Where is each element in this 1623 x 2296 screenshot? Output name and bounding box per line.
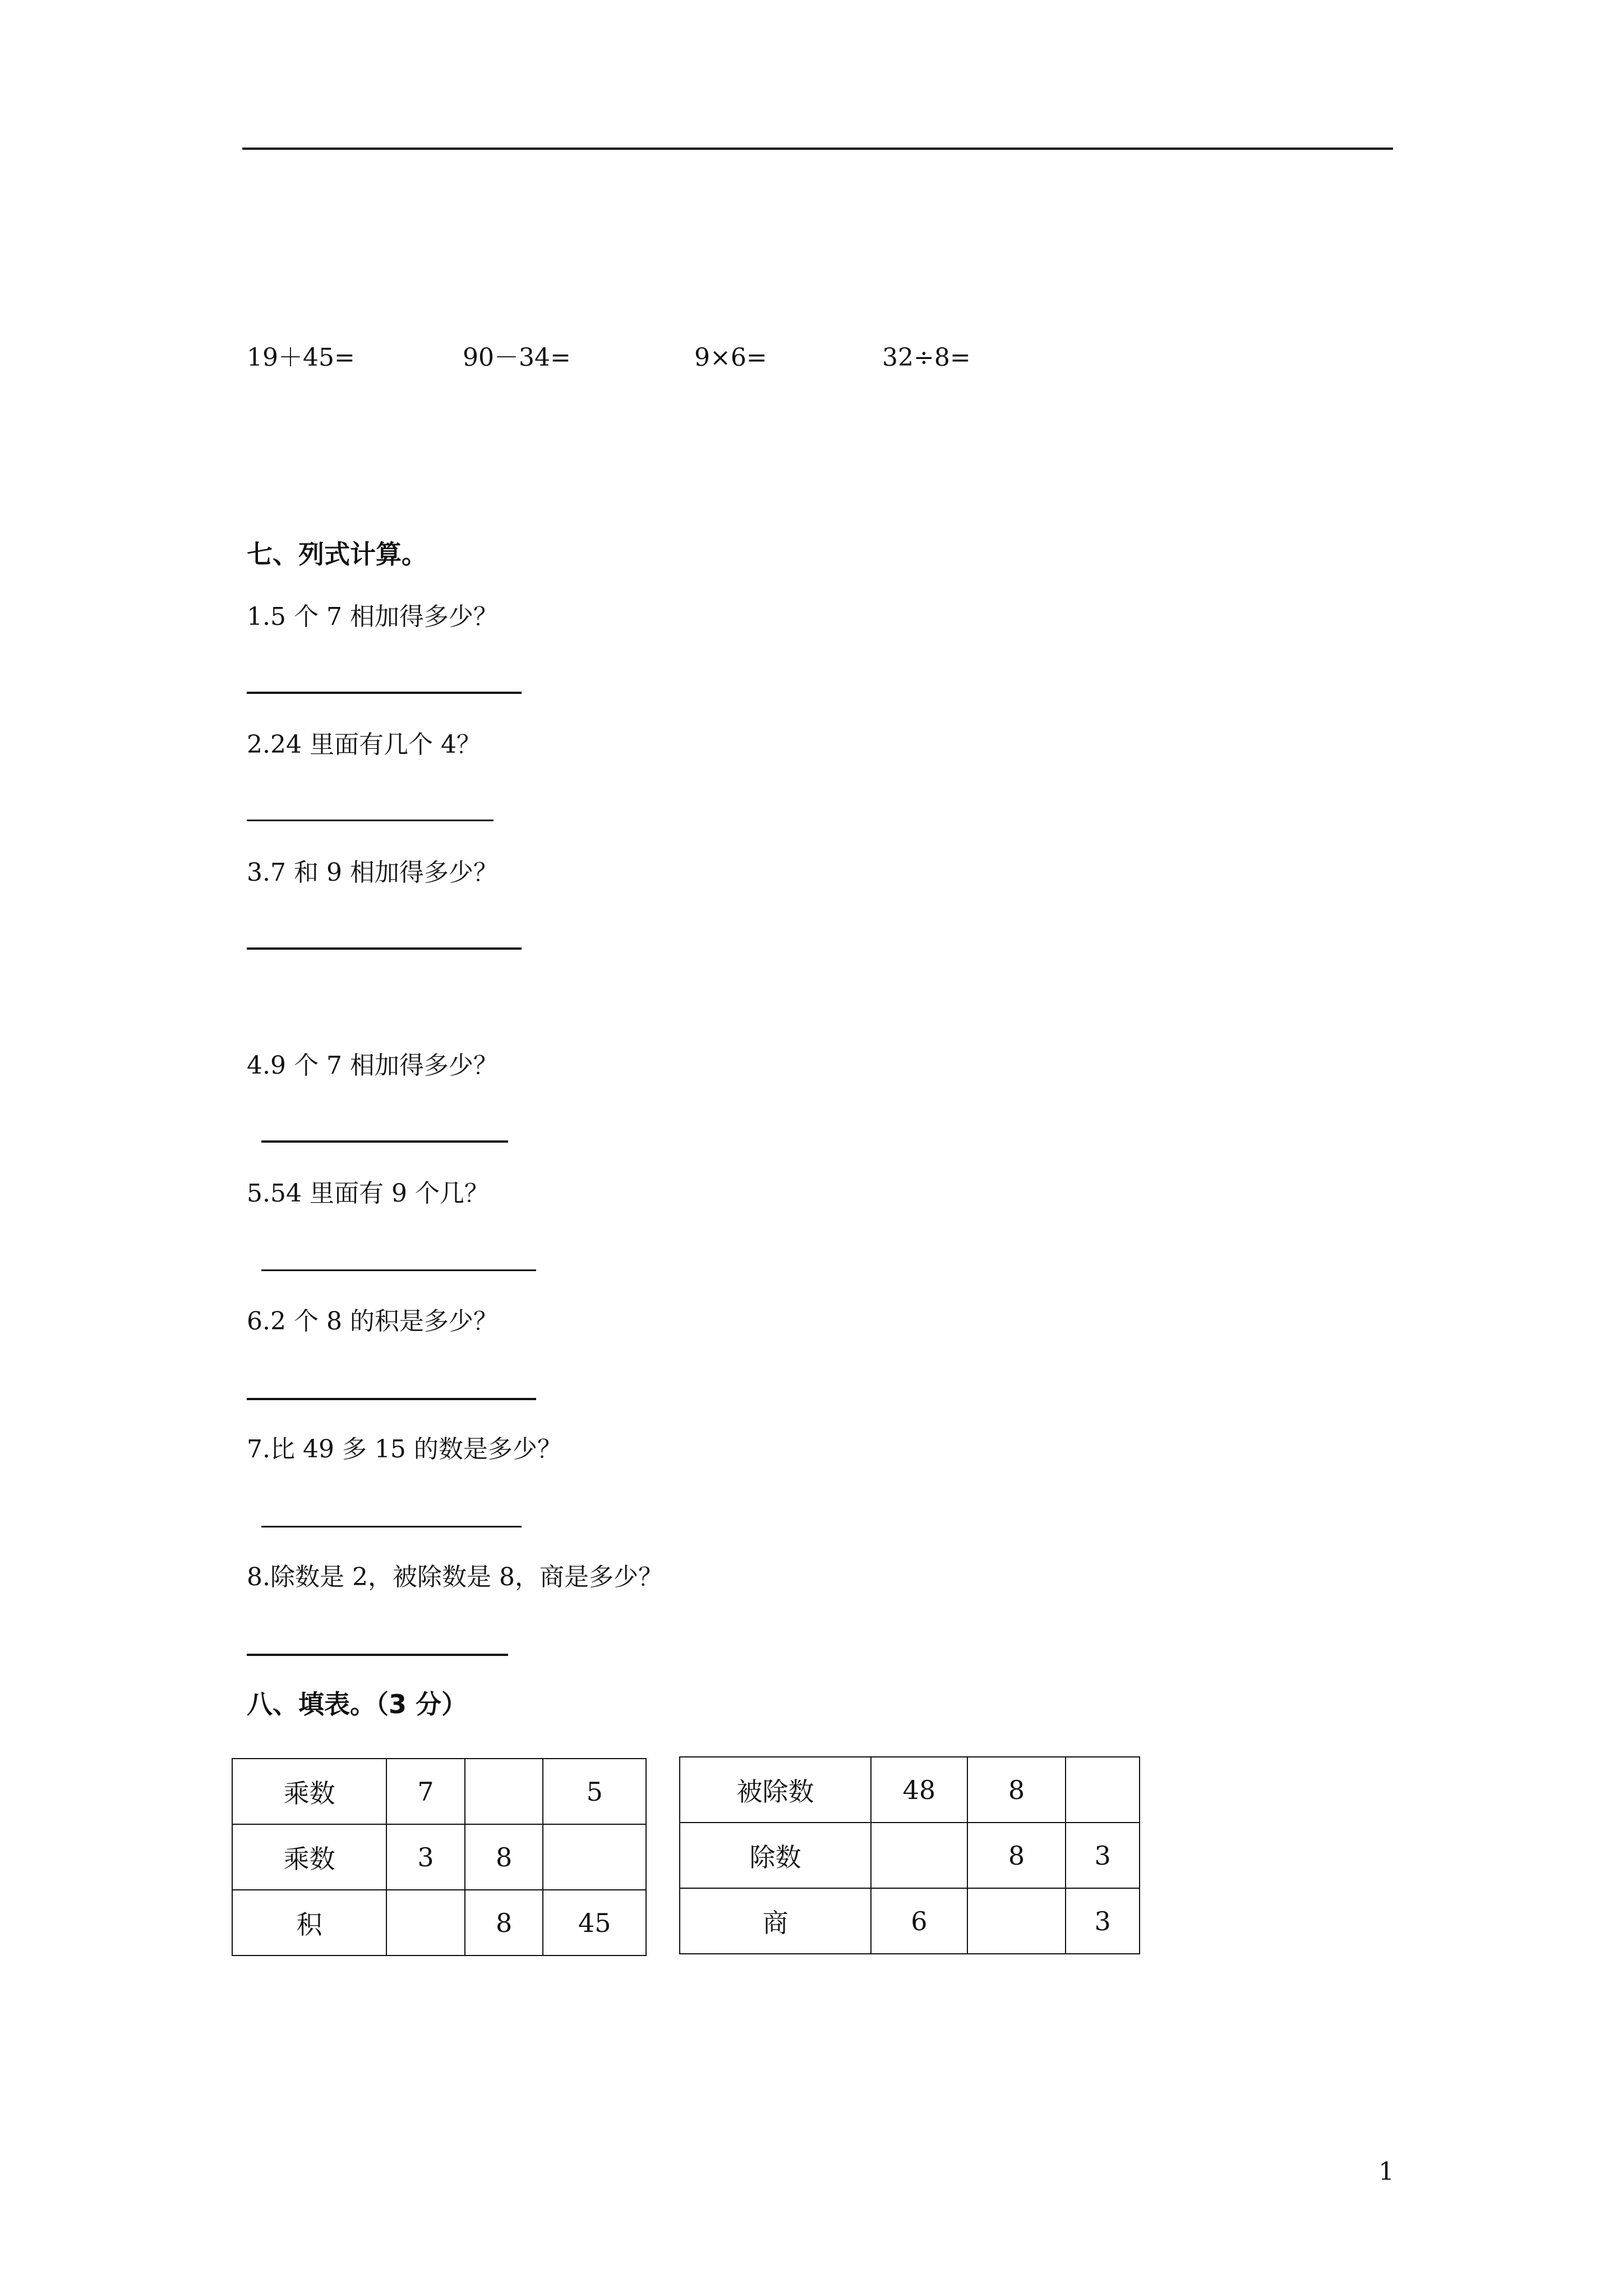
question-8: 8.除数是 2，被除数是 8，商是多少？: [247, 1563, 663, 1591]
row-label-dividend: 被除数: [680, 1757, 871, 1823]
section7-title: 七、列式计算。: [247, 539, 427, 569]
table-row: [680, 1888, 1140, 1954]
answer-line-6[interactable]: [247, 1398, 536, 1400]
blank-cell[interactable]: [465, 1759, 543, 1824]
page-number: 1: [1378, 2157, 1394, 2186]
table-cell: 5: [543, 1759, 646, 1824]
table-cell: 7: [386, 1759, 465, 1824]
table-cell: 3: [1066, 1823, 1140, 1888]
division-table: [679, 1756, 1140, 1954]
answer-line-4[interactable]: [261, 1140, 508, 1143]
question-1: 1.5 个 7 相加得多少？: [247, 602, 498, 631]
table-cell: 3: [386, 1824, 465, 1890]
table-row: [680, 1757, 1140, 1823]
table-cell: 6: [871, 1888, 967, 1954]
oral-calc-4: 32÷8=: [882, 343, 971, 372]
answer-line-7[interactable]: [261, 1526, 522, 1527]
row-label-factor2: 乘数: [232, 1824, 386, 1890]
blank-cell[interactable]: [386, 1890, 465, 1955]
section8-title: 八、填表。（3 分）: [247, 1689, 468, 1719]
blank-cell[interactable]: [543, 1824, 646, 1890]
row-label-divisor: 除数: [680, 1823, 871, 1888]
answer-line-2[interactable]: [247, 820, 494, 821]
oral-calc-3: 9×6=: [694, 343, 767, 372]
answer-line-8[interactable]: [247, 1654, 508, 1656]
blank-cell[interactable]: [871, 1823, 967, 1888]
question-6: 6.2 个 8 的积是多少？: [247, 1307, 498, 1336]
question-5: 5.54 里面有 9 个几？: [247, 1179, 489, 1208]
table-cell: 8: [465, 1824, 543, 1890]
table-cell: 45: [543, 1890, 646, 1955]
oral-calc-1: 19＋45=: [247, 343, 355, 372]
table-row: [232, 1759, 646, 1824]
question-3: 3.7 和 9 相加得多少？: [247, 858, 498, 887]
row-label-factor1: 乘数: [232, 1759, 386, 1824]
header-rule: [242, 148, 1393, 150]
row-label-product: 积: [232, 1890, 386, 1955]
question-4: 4.9 个 7 相加得多少？: [247, 1051, 498, 1080]
table-row: [232, 1890, 646, 1955]
answer-line-5[interactable]: [261, 1269, 536, 1271]
answer-line-1[interactable]: [247, 692, 522, 694]
table-cell: 8: [967, 1823, 1066, 1888]
oral-calc-2: 90－34=: [463, 343, 571, 372]
row-label-quotient: 商: [680, 1888, 871, 1954]
question-7: 7.比 49 多 15 的数是多少？: [247, 1435, 562, 1464]
table-cell: 8: [465, 1890, 543, 1955]
blank-cell[interactable]: [967, 1888, 1066, 1954]
table-cell: 3: [1066, 1888, 1140, 1954]
question-2: 2.24 里面有几个 4？: [247, 730, 481, 759]
table-cell: 8: [967, 1757, 1066, 1823]
multiplication-table: [232, 1758, 647, 1956]
table-row: [232, 1824, 646, 1890]
table-cell: 48: [871, 1757, 967, 1823]
table-row: [680, 1823, 1140, 1888]
blank-cell[interactable]: [1066, 1757, 1140, 1823]
answer-line-3[interactable]: [247, 947, 522, 950]
